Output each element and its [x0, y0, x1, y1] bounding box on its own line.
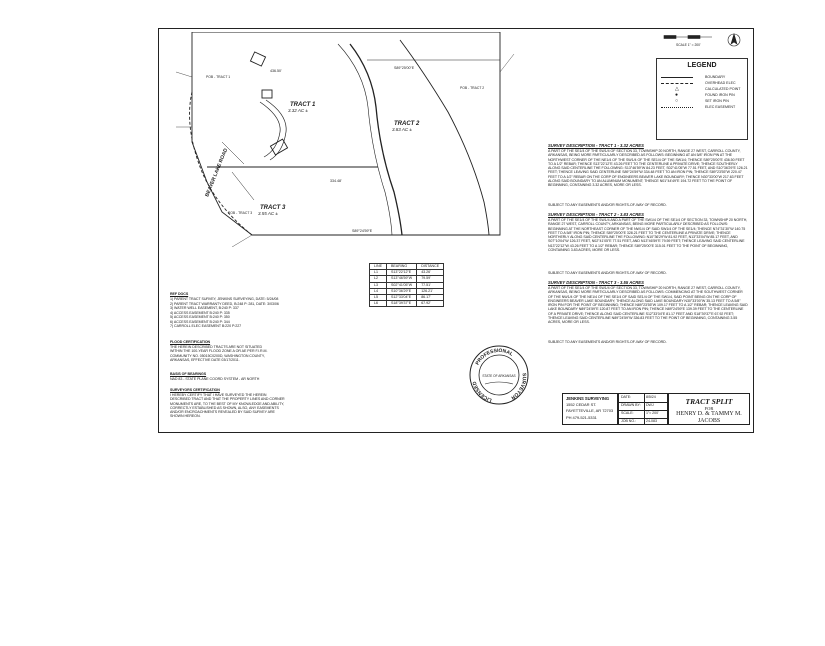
- title-block-company: [562, 393, 618, 425]
- tract3-area: 3.55 AC ±: [258, 211, 278, 216]
- legend-label: FOUND IRON PIN: [705, 93, 735, 97]
- title-block-project: [668, 393, 750, 425]
- scale-label-tb: SCALE:: [621, 411, 634, 415]
- ref-doc-item: 7) CARROLL ELEC EASEMENT B:220 P:227: [170, 324, 242, 328]
- scale-value: 1"= 200': [646, 411, 659, 415]
- table-cell: S12°33'04"E: [387, 294, 417, 300]
- building-2: [270, 139, 287, 155]
- table-cell: 67.92': [417, 301, 444, 307]
- tract2-label: TRACT 2: [394, 121, 420, 127]
- table-cell: 126.21': [417, 288, 444, 294]
- seal-center-text: STATE OF ARKANSAS: [482, 374, 516, 378]
- table-row: [370, 301, 444, 307]
- client-name-line1: HENRY D. & TAMMY M.: [676, 411, 742, 417]
- basis-body: NAD 83 - STATE PLANE COORD SYSTEM - AR NORTH: [170, 377, 260, 381]
- table-cell: L6: [370, 301, 387, 307]
- project-for: FOR: [704, 406, 714, 411]
- table-cell: S10°36'29"E: [387, 288, 417, 294]
- dim-mid: 334.48': [330, 179, 342, 183]
- table-cell: L2: [370, 276, 387, 282]
- company-phone: PH 479-521-5331: [566, 415, 597, 420]
- table-header-row: [370, 264, 444, 270]
- table-header: BEARING: [387, 264, 417, 270]
- description-subject-tract1: SUBJECT TO ANY EASEMENTS AND/OR RIGHTS-OF-WAY OF RECORD.: [548, 203, 667, 207]
- ref-docs-heading: REF DOCS: [170, 292, 189, 296]
- table-cell: L1: [370, 270, 387, 276]
- table-cell: S18°39'37"E: [387, 301, 417, 307]
- pob-tract1: POB - TRACT 1: [206, 75, 231, 79]
- bearing-top: S89°25'00"E: [394, 66, 415, 70]
- legend-item: [661, 105, 745, 111]
- seal-top-text: PROFESSIONAL: [474, 347, 514, 367]
- table-header: LINE: [370, 264, 387, 270]
- description-subject-tract2: SUBJECT TO ANY EASEMENTS AND/OR RIGHTS-OF-WAY OF RECORD.: [548, 271, 667, 275]
- company-address1: 1552 CEDAR ST.: [566, 402, 597, 407]
- job-number-label: JOB NO.:: [621, 419, 636, 423]
- client-name-line2: JACOBS: [697, 418, 721, 424]
- seal-right-text: SURVEYOR: [509, 372, 527, 401]
- drawn-by-label: DRAWN BY:: [621, 403, 641, 407]
- table-cell: S02°41'05"W: [387, 282, 417, 288]
- date-label: DATE:: [621, 395, 632, 399]
- description-subject-tract3: SUBJECT TO ANY EASEMENTS AND/OR RIGHTS-OF-WAY OF RECORD.: [548, 340, 667, 344]
- surveyor-seal: [468, 344, 530, 406]
- legend-item: ● FOUND IRON PIN: [675, 92, 735, 98]
- surveyor-cert-body: I HEREBY CERTIFY THAT I HAVE SURVEYED THE HEREIN DESCRIBED TRACT AND THAT THE PROPERTY LINES AND CORNER MONUMENTS ARE, TO THE BEST OF MY KNOWLEDGE AND ABILITY, CORRECTLY ESTABLISHED AS SHOWN, ALSO, ANY EASEMENTS AND/OR ENCROACHMENTS REVEALED BY SAID SURVEY ARE SHOWN HEREON.: [170, 393, 285, 419]
- parcel-boundary: [192, 32, 500, 235]
- legend-item: ○ SET IRON PIN: [675, 98, 729, 104]
- tract1-label: TRACT 1: [290, 102, 316, 108]
- description-heading-tract2: SURVEY DESCRIPTION - TRACT 2 - 3.83 ACRES: [548, 212, 644, 217]
- plat-drawing: [162, 32, 542, 247]
- description-heading-tract3: SURVEY DESCRIPTION - TRACT 3 - 3.55 ACRES: [548, 280, 644, 285]
- table-cell: S13°22'12"E: [387, 270, 417, 276]
- table-cell: S13°46'59"W: [387, 276, 417, 282]
- description-body-tract3: A PART OF THE SE1/4 OF THE SW1/4 OF SECTION 33, TOWNSHIP 20 NORTH, RANGE 27 WEST, CARROLL COUNTY, ARKANSAS, BEING MORE PARTICULARLY DESCRIBED AS FOLLOWS: COMMENCING AT THE SOUTHWEST CORNER OF THE NW1/4 OF THE NE1/4 OF THE SE1/4 OF SAID SE1/4 OF THE SW1/4, SAID POINT BEING ON THE CORP OF ENGINEERS BEAVER LAKE BOUNDARY; THENCE ALONG SAID LAKE BOUNDARY N30°33'00"W 35.13 FEET TO A 5/8" IRON PIN FOR THE POINT OF BEGINNING; THENCE N89°23'55"W 109.17 FEET TO A 1/2" REBAR; THENCE LEAVING SAID LAKE BOUNDARY N89°24'59"E 120.87 FEET TO AN IRON PIN; THENCE N89°24'59"E 139.39 FEET TO THE CENTERLINE OF A PRIVATE DRIVE; THENCE ALONG SAID CENTERLINE S12°33'04"E 81.17 FEET AND S18°39'37"E 67.92 FEET; THENCE LEAVING SAID CENTERLINE N89°24'59"W 336.83 FEET TO THE POINT OF BEGINNING, CONTAINING 3.55 ACRES, MORE OR LESS.: [548, 286, 748, 325]
- ref-doc-item: 3) WATER WELL EASEMENT, B:240 P: 337: [170, 306, 239, 310]
- ref-doc-item: 6) ACCESS EASEMENT B:240 P: 344: [170, 319, 230, 324]
- legend-label: SET IRON PIN: [705, 99, 729, 103]
- company-name: JENKINS SURVEYING: [566, 396, 610, 401]
- seal-left-text: LICENSED: [471, 380, 493, 403]
- seal-signature: [485, 382, 513, 384]
- road-label: BEAVER LAKE ROAD: [204, 147, 230, 198]
- legend-item: △ CALCULATED POINT: [675, 86, 741, 92]
- dim-top: 436.50': [270, 69, 282, 73]
- table-cell: L4: [370, 288, 387, 294]
- date-value: 8/5/24: [646, 395, 656, 399]
- table-cell: L5: [370, 294, 387, 300]
- legend-title: LEGEND: [687, 62, 717, 69]
- table-cell: 86.17': [417, 294, 444, 300]
- tract2-area: 3.83 AC ±: [392, 127, 412, 132]
- table-cell: 77.51': [417, 282, 444, 288]
- ref-doc-item: 2) PARENT TRACT WARRANTY DEED, B:248 P: 281, DATE: 3/03/06: [170, 301, 279, 306]
- pob-tract3: POB - TRACT 3: [228, 211, 253, 215]
- legend-label: CALCULATED POINT: [705, 87, 741, 91]
- table-cell: 79.59': [417, 276, 444, 282]
- scale-bar: [662, 32, 744, 48]
- title-block-info: [618, 393, 668, 425]
- flood-heading: FLOOD CERTIFICATION: [170, 340, 211, 344]
- dim-bottom: S89°24'59"E: [352, 229, 373, 233]
- pob-tract2: POB - TRACT 2: [460, 86, 485, 90]
- description-heading-tract1: SURVEY DESCRIPTION - TRACT 1 - 3.32 ACRES: [548, 143, 644, 148]
- tract3-label: TRACT 3: [260, 205, 286, 211]
- scale-label: SCALE 1" = 200': [676, 43, 701, 47]
- table-cell: L3: [370, 282, 387, 288]
- legend-label: BOUNDARY: [705, 75, 726, 79]
- drawn-by-value: DWJ: [646, 403, 654, 407]
- legend-label: OVERHEAD ELEC: [705, 81, 736, 85]
- surveyor-cert-heading: SURVEYORS CERTIFICATION: [170, 388, 220, 392]
- legend-label: ELEC EASEMENT: [705, 105, 736, 109]
- private-drive-edge: [338, 44, 392, 235]
- ref-doc-item: 5) ACCESS EASEMENT B:240 P: 350: [170, 315, 230, 319]
- legend: [656, 58, 748, 140]
- basis-heading: BASIS OF BEARINGS: [170, 372, 207, 376]
- job-number-value: 24-083: [646, 419, 657, 423]
- building-1: [250, 52, 265, 66]
- description-body-tract1: A PART OF THE SE1/4 OF THE SW1/4 OF SECTION 33, TOWNSHIP 20 NORTH, RANGE 27 WEST, CARROLL COUNTY, ARKANSAS, BEING MORE PARTICULARLY DESCRIBED AS FOLLOWS: BEGINNING AT AN 5/8" IRON PIN AT THE NORTHWEST CORNER OF THE NE1/4 OF THE SW1/4 OF THE SE1/4 OF THE SW1/4; THENCE S89°25'00"E 436.50 FEET TO A 1/2" REBAR; THENCE S13°22'12"E 43.26 FEET TO THE CENTERLINE A PRIVATE DRIVE; THENCE SOUTHERLY ALONG SAID CENTERLINE THE FOLLOWING: S13°46'59"W 84.23 FEET, S02°41'05"W 77.51 FEET, AND S10°36'29"E 126.21 FEET; THENCE LEAVING SAID CENTERLINE S89°24'59"W 334.48 FEET TO AN IRON PIN; THENCE S89°23'55"W 220.47 FEET TO A 1/2" REBAR ON THE CORP OF ENGINEERS BEAVER LAKE BOUNDARY; THENCE N30°33'00"W 217.63 FEET ALONG SAID BOUNDARY TO AN ALUMINUM MONUMENT; THENCE N01°44'49"E 194.72 FEET TO THE POINT OF BEGINNING, CONTAINING 3.32 ACRES, MORE OR LESS.: [548, 149, 748, 188]
- project-title: TRACT SPLIT: [685, 397, 733, 406]
- description-body-tract2: A PART OF THE SE1/4 OF THE SW1/4 AND A PART OF THE SW1/4 OF THE SE1/4 OF SECTION 33, TOWNSHIP 20 NORTH, RANGE 27 WEST, CARROLL COUNTY, ARKANSAS, BEING MORE PARTICULARLY DESCRIBED AS FOLLOWS: BEGINNING AT THE NORTHEAST CORNER OF THE NW1/4 OF SAID SW1/4 OF THE SE1/4; THENCE N74°31'30"W 140.75 FEET TO A 5/8" IRON PIN; THENCE S89°25'00"E 328.21 FEET TO THE CENTERLINE A PRIVATE DRIVE; THENCE NORTHERLY ALONG SAID CENTERLINE THE FOLLOWING: N10°36'29"W 81.92 FEET, N13°33'04"W 85.17 FEET, AND S07°10'04"W 126.37 FEET, N02°41'05"E 77.51 FEET, AND N13°46'59"E 79.59 FEET; THENCE LEAVING SAID CENTERLINE N13°22'12"W 43.26 FEET TO A 1/2" REBAR; THENCE S89°25'00"E 315.01 FEET TO THE POINT OF BEGINNING, CONTAINING 3.83 ACRES, MORE OR LESS.: [548, 218, 748, 253]
- table-cell: 43.26': [417, 270, 444, 276]
- table-header: DISTANCE: [417, 264, 444, 270]
- flood-body: THE HEREIN DESCRIBED TRACTS ARE NOT SITUATED WITHIN THE 100-YEAR FLOOD ZONE A OR AE PER F.I.R.M. COMMUNITY NO. 05015C0200D, WASHINGTON COUNTY, ARKANSAS, EFFECTIVE DATE 03/17/2011.: [170, 345, 268, 362]
- ref-doc-item: 1) PARENT TRACT SURVEY, JENKINS SURVEYING, DATE: 5/24/08: [170, 297, 279, 301]
- ref-doc-item: 4) ACCESS EASEMENT B:240 P: 335: [170, 310, 230, 315]
- building-3: [262, 90, 272, 98]
- company-address2: FAYETTEVILLE, AR 72703: [566, 408, 614, 413]
- tract1-area: 3.32 AC ±: [288, 108, 308, 113]
- line-table: [369, 263, 444, 307]
